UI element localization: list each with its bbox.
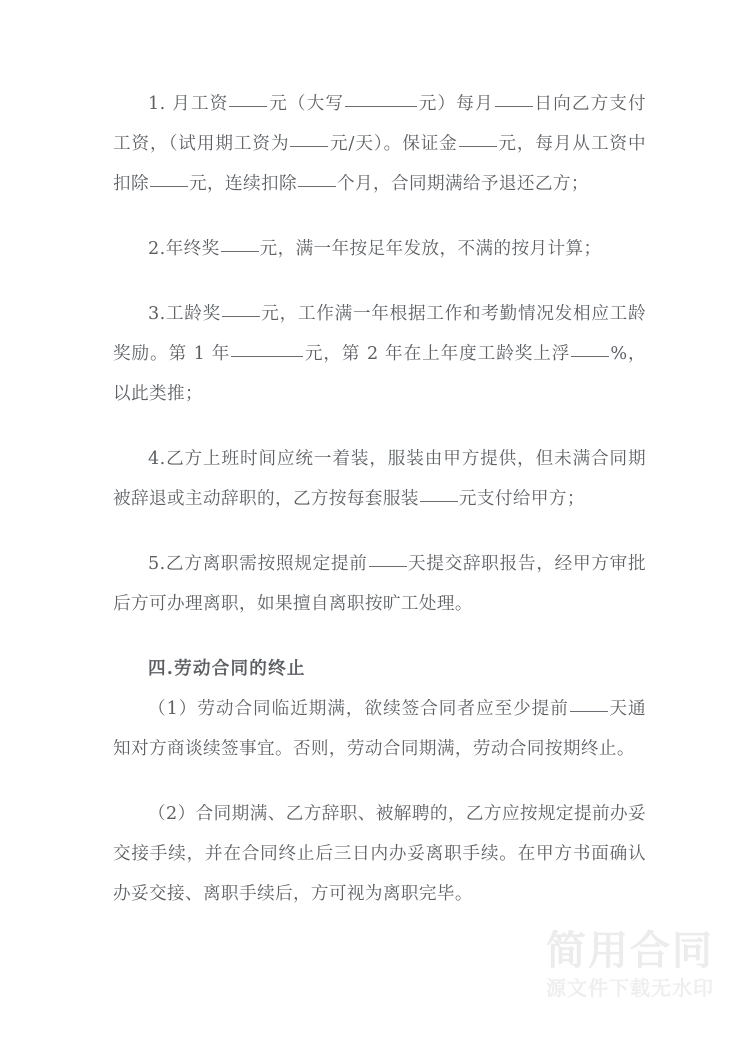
- fill-in-blank[interactable]: [231, 341, 303, 357]
- clause-text-run: 元，满一年按足年发放，不满的按月计算；: [259, 239, 602, 259]
- clause-text-run: 个月，合同期满给予退还乙方；: [336, 174, 589, 194]
- watermark: [546, 929, 714, 1001]
- clause-text-run: 5.乙方离职需按照规定提前: [148, 554, 368, 574]
- clause-5-resignation-notice: [113, 544, 646, 624]
- clause-text-run: 3.工龄奖: [148, 304, 221, 324]
- clause-text-run: 天通知对方商谈续签事宜。否则，劳动合同期满，劳动合同按期终止。: [113, 699, 646, 759]
- clause-text-run: 元（大写: [268, 94, 345, 114]
- fill-in-blank[interactable]: [459, 131, 497, 147]
- clause-text-run: 元/天）。保证金: [329, 134, 458, 154]
- clause-text-run: 日向乙方支付工资，（试用期工资为: [113, 94, 647, 154]
- fill-in-blank[interactable]: [369, 551, 407, 567]
- clause-text-run: 1. 月工资: [148, 94, 229, 114]
- clause-2-year-end-bonus: [113, 229, 646, 269]
- fill-in-blank[interactable]: [298, 171, 336, 187]
- clause-list: [113, 84, 646, 624]
- fill-in-blank[interactable]: [229, 91, 267, 107]
- fill-in-blank[interactable]: [420, 486, 458, 502]
- fill-in-blank[interactable]: [495, 91, 533, 107]
- watermark-subtitle: 源文件下载无水印: [546, 976, 714, 1000]
- section-heading-termination: 四.劳动合同的终止: [148, 658, 306, 679]
- termination-item-2: [113, 794, 646, 914]
- fill-in-blank[interactable]: [290, 131, 328, 147]
- clause-text-run: 2.年终奖: [148, 239, 220, 259]
- clause-text-run: 元支付给甲方；: [458, 489, 585, 509]
- termination-clause-list: [113, 689, 646, 914]
- clause-text-run: 元，工作满一年根据工作和考勤情况发相应工龄奖励。第 1 年: [113, 304, 646, 364]
- clause-text-run: 元，连续扣除: [189, 174, 297, 194]
- clause-text-run: （2）合同期满、乙方辞职、被解聘的，乙方应按规定提前办妥交接手续，并在合同终止后三日内办妥离职手续。在甲方书面确认办妥交接、离职手续后，方可视为离职完毕。: [113, 804, 646, 904]
- clause-4-uniform: [113, 439, 646, 519]
- clause-text-run: 天提交辞职报告，经甲方审批后方可办理离职，如果擅自离职按旷工处理。: [113, 554, 646, 614]
- clause-text-run: 元）每月: [418, 94, 494, 114]
- clause-text-run: （1）劳动合同临近期满，欲续签合同者应至少提前: [148, 699, 569, 719]
- termination-item-1: [113, 689, 646, 769]
- fill-in-blank[interactable]: [571, 341, 609, 357]
- fill-in-blank[interactable]: [570, 696, 608, 712]
- clause-3-seniority-bonus: [113, 294, 646, 414]
- clause-text-run: 4.乙方上班时间应统一着装，服装由甲方提供，但未满合同期被辞退或主动辞职的，乙方按每套服装: [113, 449, 646, 509]
- fill-in-blank[interactable]: [221, 236, 259, 252]
- watermark-title: 简用合同: [546, 928, 714, 974]
- fill-in-blank[interactable]: [150, 171, 188, 187]
- clause-text-run: 元，每月从工资中扣除: [113, 134, 647, 194]
- fill-in-blank[interactable]: [222, 301, 260, 317]
- fill-in-blank[interactable]: [345, 91, 417, 107]
- clause-text-run: 元，第 2 年在上年度工龄奖上浮: [304, 344, 571, 364]
- clause-1-monthly-salary: [113, 84, 646, 204]
- document-body: [113, 84, 646, 914]
- clause-text-run: %，以此类推；: [113, 344, 646, 404]
